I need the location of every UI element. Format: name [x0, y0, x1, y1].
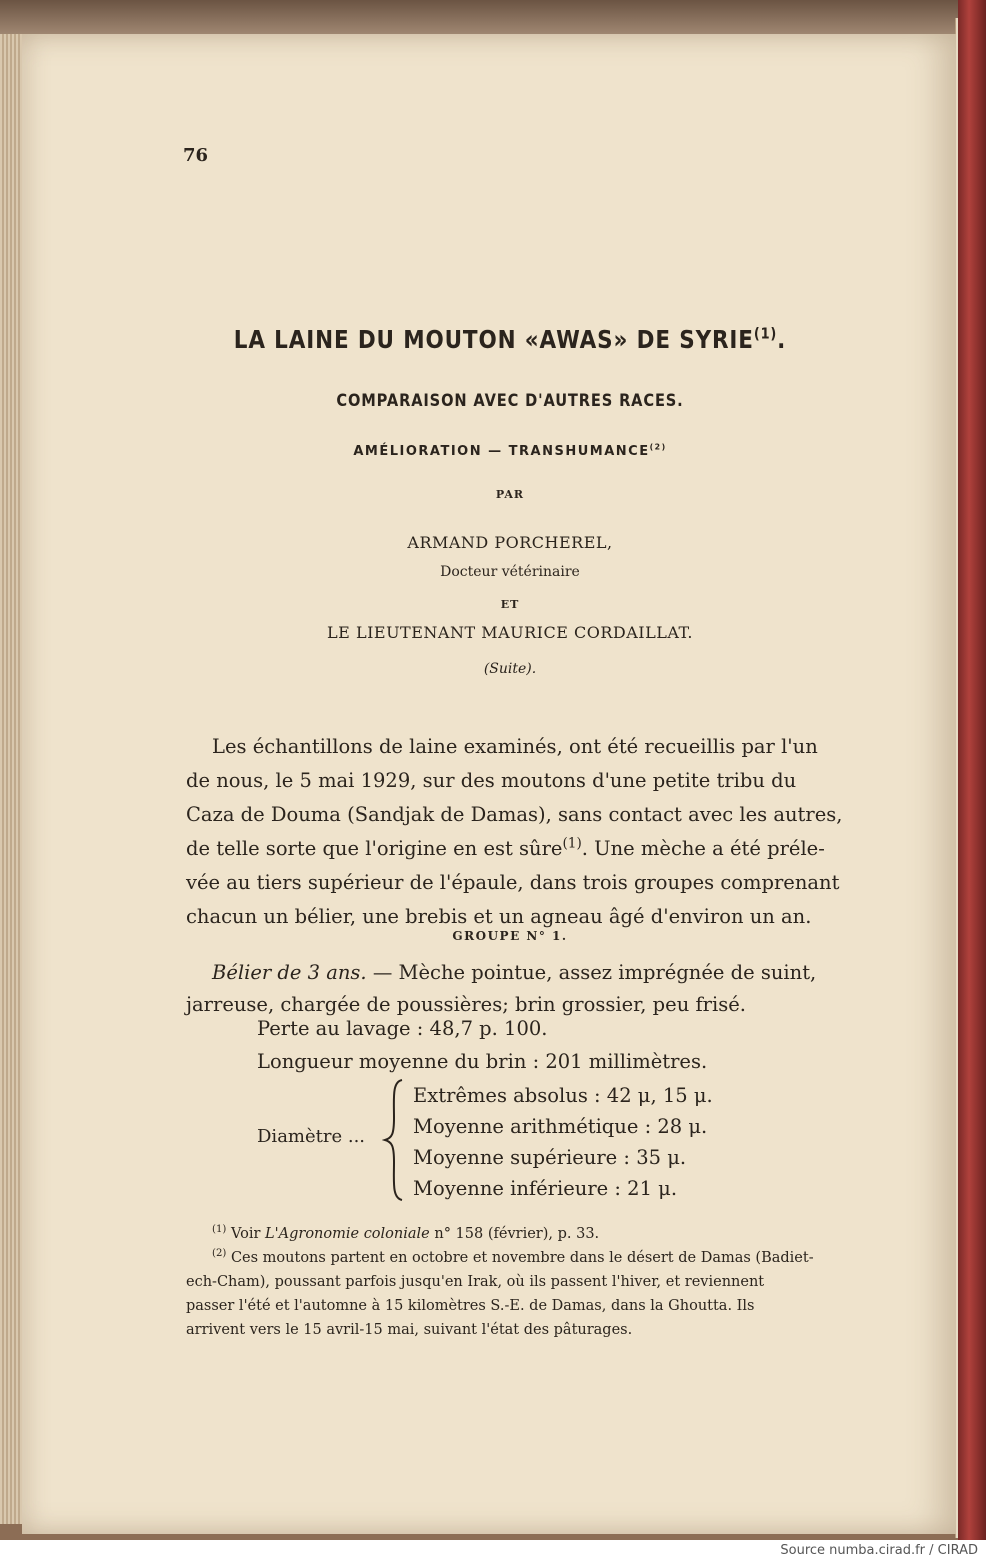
belier-line-1-rest: — Mèche pointue, assez imprégnée de suint,	[366, 961, 817, 984]
footnote-2-line	[186, 1246, 846, 1270]
belier-line-2: jarreuse, chargée de poussières; brin grossier, peu frisé.	[186, 993, 746, 1016]
continued-label: (Suite).	[483, 661, 537, 677]
diameter-item: Moyenne supérieure : 35 μ.	[413, 1146, 687, 1169]
page-number: 76	[183, 145, 209, 166]
author-2: LE LIEUTENANT MAURICE CORDAILLAT.	[327, 623, 693, 642]
subsubtitle-footnote-marker: (2)	[649, 442, 667, 452]
footnotes	[186, 1222, 846, 1342]
article-title-text: LA LAINE DU MOUTON «AWAS» DE SYRIE	[233, 325, 754, 354]
intro-paragraph	[186, 730, 846, 934]
article-title: LA LAINE DU MOUTON «AWAS» DE SYRIE$^{(1)}$.	[233, 324, 787, 354]
diameter-list	[413, 1080, 713, 1204]
intro-line: vée au tiers supérieur de l'épaule, dans trois groupes comprenant	[186, 871, 840, 894]
intro-line-part: . Une mèche a été préle-	[581, 837, 825, 860]
and-label: ET	[500, 598, 520, 611]
curly-brace-icon	[382, 1078, 408, 1202]
belier-label: Bélier de 3 ans.	[212, 961, 367, 984]
diameter-item: Extrêmes absolus : 42 μ, 15 μ.	[413, 1084, 713, 1107]
by-label: PAR	[495, 488, 525, 501]
group-heading: GROUPE N° 1.	[452, 929, 568, 943]
author-1-role: Docteur vétérinaire	[440, 564, 580, 580]
washing-loss: Perte au lavage : 48,7 p. 100.	[257, 1017, 548, 1040]
footnote-1-marker: (1)	[212, 1224, 227, 1236]
footnote-1-journal: L'Agronomie coloniale	[265, 1226, 430, 1242]
footnote-2-line: passer l'été et l'automne à 15 kilomètres S.-E. de Damas, dans la Ghoutta. Ils	[186, 1298, 755, 1314]
belier-line-1	[186, 957, 846, 989]
intro-line: Caza de Douma (Sandjak de Damas), sans contact avec les autres,	[186, 803, 843, 826]
footnote-2-text: Ces moutons partent en octobre et novembre dans le désert de Damas (Badiet-	[226, 1250, 814, 1266]
footnote-2-marker: (2)	[212, 1248, 227, 1260]
footnote-1-pre: Voir	[226, 1226, 266, 1242]
belier-description	[186, 957, 846, 1021]
intro-line: Les échantillons de laine examinés, ont été recueillis par l'un	[212, 735, 818, 758]
title-footnote-marker: (1)	[753, 324, 778, 343]
footnote-1	[186, 1222, 846, 1246]
book-spine-red	[958, 0, 986, 1540]
footnote-2-line: ech-Cham), poussant parfois jusqu'en Irak, où ils passent l'hiver, et reviennent	[186, 1274, 765, 1290]
intro-line-with-note	[186, 832, 846, 866]
intro-footnote-marker: (1)	[562, 835, 582, 852]
source-credit: Source numba.cirad.fr / CIRAD	[780, 1543, 978, 1558]
article-subtitle: COMPARAISON AVEC D'AUTRES RACES.	[336, 391, 684, 411]
intro-line: de nous, le 5 mai 1929, sur des moutons d'une petite tribu du	[186, 769, 797, 792]
average-length: Longueur moyenne du brin : 201 millimètres.	[257, 1050, 708, 1073]
intro-line: chacun un bélier, une brebis et un agneau âgé d'environ un an.	[186, 905, 812, 928]
footnote-1-post: n° 158 (février), p. 33.	[429, 1226, 600, 1242]
author-1: ARMAND PORCHEREL,	[407, 533, 613, 552]
footnote-2-line: arrivent vers le 15 avril-15 mai, suivant l'état des pâturages.	[186, 1322, 633, 1338]
article-subsubtitle	[180, 444, 840, 459]
subsubtitle-text: AMÉLIORATION — TRANSHUMANCE	[353, 444, 650, 459]
diameter-item: Moyenne inférieure : 21 μ.	[413, 1177, 678, 1200]
diameter-item: Moyenne arithmétique : 28 μ.	[413, 1115, 708, 1138]
diameter-label: Diamètre ...	[257, 1126, 366, 1147]
intro-line-part: de telle sorte que l'origine en est sûre	[186, 837, 563, 860]
